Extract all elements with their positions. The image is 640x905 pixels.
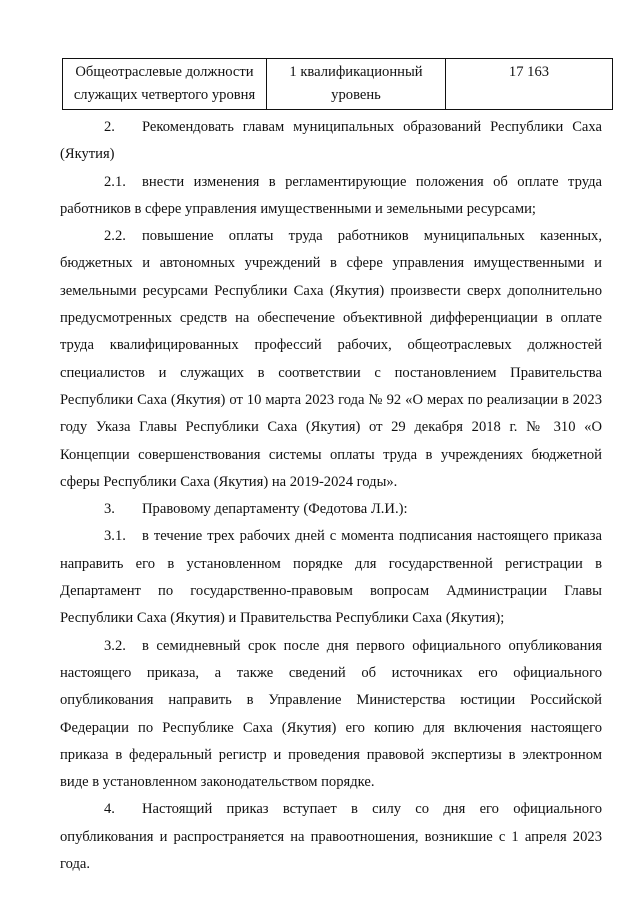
paragraph-number: 2.2. (104, 228, 126, 245)
paragraph-number: 2.1. (104, 173, 126, 190)
table-row (63, 59, 613, 110)
salary-cell: 17 163 (446, 59, 613, 110)
paragraph-2-2 (60, 223, 602, 496)
paragraph-number: 2. (104, 119, 115, 135)
paragraph-text: Правовому департаменту (Федотова Л.И.): (142, 501, 408, 518)
paragraph-2 (60, 114, 602, 169)
paragraph-number: 3.1. (104, 528, 126, 545)
paragraph-2-1 (60, 169, 602, 224)
paragraph-text: в семидневный срок после дня первого официального опубликования настоящего приказа, а также сведений об источниках его официального опубликования направить в Управление Министерства юстиции Российской Федерации по Республике Саха (Якутия) его копию для включения настоящего приказа в федеральный регистр и проведения правовой экспертизы в электронном виде в установленном законодательством порядке. (60, 637, 602, 791)
paragraph-text: внести изменения в регламентирующие положения об оплате труда работников в сфере управления имущественными и земельными ресурсами; (60, 173, 602, 217)
qualification-level-cell: 1 квалификационный уровень (267, 59, 446, 110)
salary-table (62, 58, 613, 110)
paragraph-4 (60, 796, 602, 878)
position-cell: Общеотраслевые должности служащих четвертого уровня (63, 59, 267, 110)
paragraph-text: Рекомендовать главам муниципальных образований Республики Саха (Якутия) (60, 119, 602, 163)
paragraph-text: Настоящий приказ вступает в силу со дня его официального опубликования и распространяется на правоотношения, возникшие с 1 апреля 2023 года. (60, 801, 602, 873)
paragraph-number: 3. (104, 501, 115, 518)
paragraph-3 (60, 496, 602, 523)
paragraph-text: в течение трех рабочих дней с момента подписания настоящего приказа направить его в установленном порядке для государственной регистрации в Департамент по государственно-правовым вопросам Администрации Главы Республики Саха (Якутия) и Правительства Республики Саха (Якутия); (60, 528, 602, 627)
document-body (60, 114, 602, 878)
paragraph-number: 4. (104, 801, 115, 818)
paragraph-3-2 (60, 633, 602, 797)
paragraph-3-1 (60, 523, 602, 632)
paragraph-number: 3.2. (104, 637, 126, 654)
paragraph-text: повышение оплаты труда работников муниципальных казенных, бюджетных и автономных учреждений в сфере управления имущественными и земельными ресурсами Республики Саха (Якутия) произвести сверх дополнительно предусмотренных средств на обеспечение объективной дифференциации в оплате труда квалифицированных профессий рабочих, общеотраслевых должностей специалистов и служащих в соответствии с постановлением Правительства Республики Саха (Якутия) от 10 марта 2023 года № 92 «О мерах по реализации в 2023 году Указа Главы Республики Саха (Якутия) от 29 декабря 2018 г. № 310 «О Концепции совершенствования системы оплаты труда в учреждениях бюджетной сферы Республики Саха (Якутия) на 2019-2024 годы». (60, 228, 602, 490)
